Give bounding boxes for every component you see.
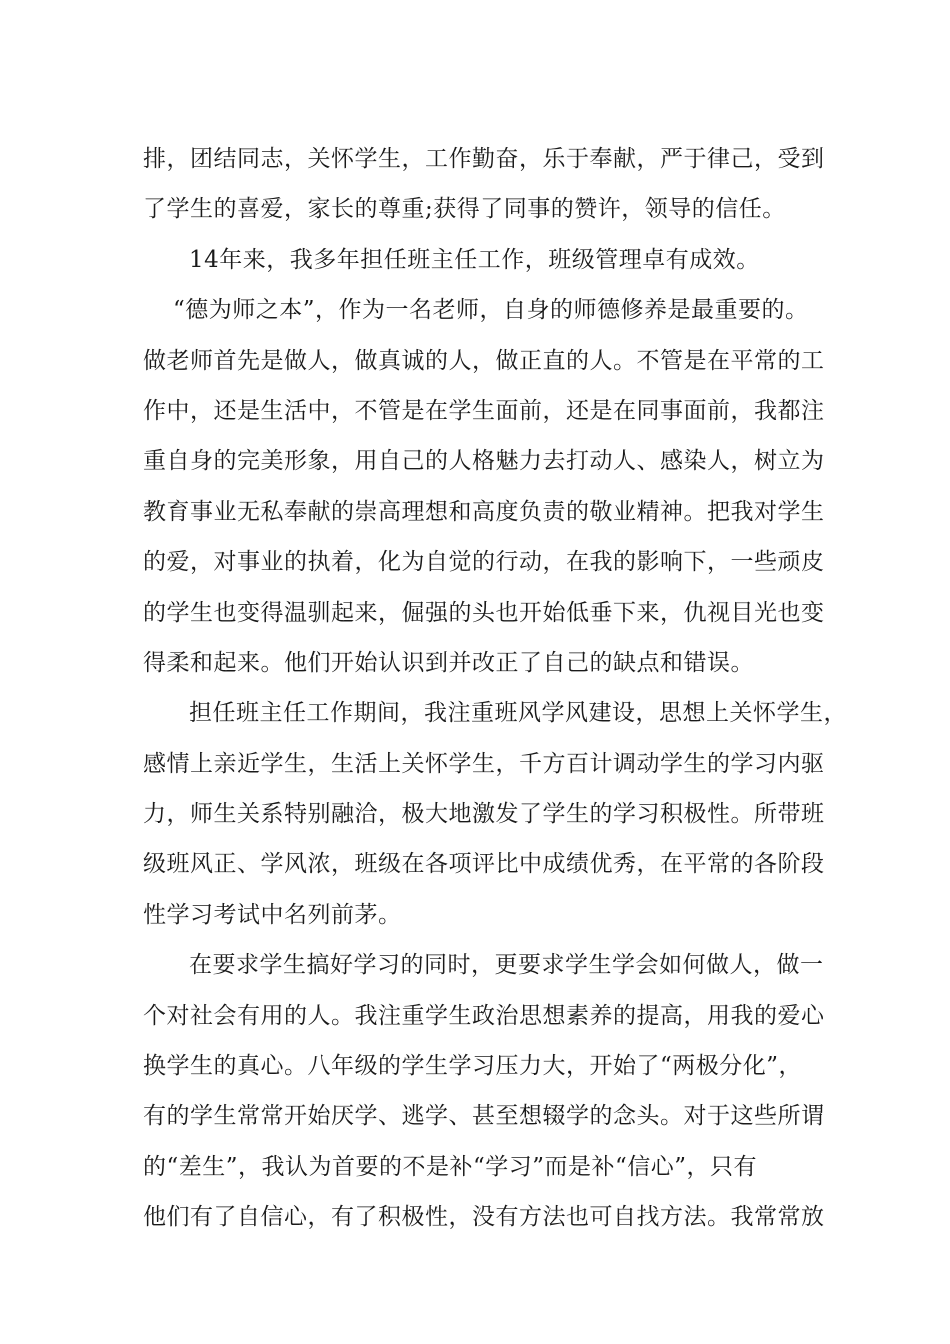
text-line: 重自身的完美形象，用自己的人格魅力去打动人、感染人，树立为 — [143, 448, 825, 475]
text-line: 感情上亲近学生，生活上关怀学生，千方百计调动学生的学习内驱 — [143, 750, 825, 777]
paragraph-start-line: “德为师之本”，作为一名老师，自身的师德修养是最重要的。 — [173, 297, 809, 324]
text-line: 的“差生”，我认为首要的不是补“学习”而是补“信心”，只有 — [143, 1153, 758, 1180]
text-line: 的爱，对事业的执着，化为自觉的行动，在我的影响下，一些顽皮 — [143, 549, 825, 576]
text-line: 做老师首先是做人，做真诚的人，做正直的人。不管是在平常的工 — [143, 347, 825, 374]
text-line: 他们有了自信心，有了积极性，没有方法也可自找方法。我常常放 — [143, 1204, 825, 1231]
text-line: 个对社会有用的人。我注重学生政治思想素养的提高，用我的爱心 — [143, 1002, 825, 1029]
text-line: 性学习考试中名列前茅。 — [143, 901, 402, 928]
text-line: 教育事业无私奉献的崇高理想和高度负责的敬业精神。把我对学生 — [143, 498, 825, 525]
text-line: 级班风正、学风浓，班级在各项评比中成绩优秀，在平常的各阶段 — [143, 851, 825, 878]
text-line: 排，团结同志，关怀学生，工作勤奋，乐于奉献，严于律己，受到 — [143, 146, 825, 172]
text-line: 换学生的真心。八年级的学生学习压力大，开始了“两极分化”， — [143, 1053, 803, 1080]
paragraph-start-line: 担任班主任工作期间，我注重班风学风建设，思想上关怀学生， — [189, 700, 847, 727]
text-line: 作中，还是生活中，不管是在学生面前，还是在同事面前，我都注 — [143, 397, 825, 424]
document-body — [143, 134, 847, 1243]
text-line: 了学生的喜爱，家长的尊重;获得了同事的赞许，领导的信任。 — [143, 196, 786, 223]
paragraph-start-line: 14年来，我多年担任班主任工作，班级管理卓有成效。 — [189, 246, 760, 273]
text-line: 有的学生常常开始厌学、逃学、甚至想辍学的念头。对于这些所谓 — [143, 1103, 825, 1130]
text-line: 力，师生关系特别融洽，极大地激发了学生的学习积极性。所带班 — [143, 801, 825, 828]
text-line: 的学生也变得温驯起来，倔强的头也开始低垂下来，仇视目光也变 — [143, 599, 825, 626]
paragraph-start-line: 在要求学生搞好学习的同时，更要求学生学会如何做人，做一 — [189, 952, 824, 979]
text-line: 得柔和起来。他们开始认识到并改正了自己的缺点和错误。 — [143, 649, 754, 676]
